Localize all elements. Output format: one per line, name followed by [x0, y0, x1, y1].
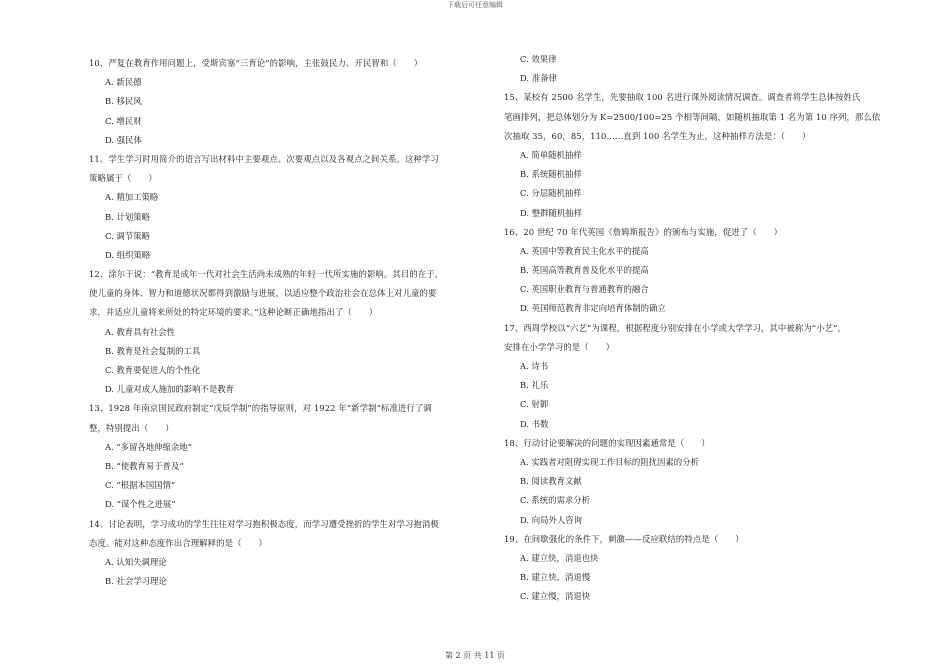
option-c: C. 教育要促进人的个性化 — [105, 365, 201, 375]
question-text: 11、学生学习时用简介的语言写出材料中主要观点、次要观点以及各观点之间关系。这种学习 — [89, 153, 439, 164]
question-18 — [504, 434, 904, 530]
question-text: 态度。能对这种态度作出合理解释的是（ ） — [89, 537, 267, 548]
option-a: A. 英国中等教育民主化水平的提高 — [520, 245, 649, 256]
question-text: 12、涂尔干说：“教育是成年一代对社会生活尚未成熟的年轻一代所实施的影响。其目的在于， — [89, 269, 444, 280]
question-text: 策略属于（ ） — [89, 173, 157, 184]
option-a: A. 建立快，消退也快 — [520, 552, 599, 563]
option-b: B. 礼乐 — [520, 380, 549, 391]
option-d: D. “谋个性之进展” — [105, 499, 176, 510]
question-11 — [89, 150, 484, 265]
option-d: D. 组织策略 — [105, 249, 151, 260]
question-text: 整，特别提出（ ） — [89, 422, 174, 433]
question-14 — [89, 515, 484, 592]
question-text: 13、1928 年南京国民政府制定“戊辰学制”的指导原则，对 1922 年“新学制”标准进行了调 — [89, 403, 432, 414]
question-14-continued — [504, 50, 904, 88]
option-a: A. 精加工策略 — [105, 192, 159, 203]
option-c: C. 效果律 — [520, 54, 557, 64]
question-text: 使儿童的身体、智力和道德状况都得到激励与进展，以适应整个政治社会在总体上对儿童的要 — [89, 288, 437, 299]
question-text: 16、20 世纪 70 年代英国《詹姆斯报告》的颁布与实施，促进了（ ） — [504, 226, 783, 237]
option-c: C. 射御 — [520, 399, 549, 410]
option-c: C. 建立慢，消退快 — [520, 591, 591, 602]
right-column — [504, 50, 904, 606]
option-b: B. 教育是社会复制的工具 — [105, 345, 201, 356]
option-d: D. 儿童对成人施加的影响不是教育 — [105, 384, 234, 395]
option-d: D. 向局外人咨询 — [520, 514, 582, 525]
option-a: A. 诗书 — [520, 361, 549, 371]
option-a: A. 认知失调理论 — [105, 556, 167, 567]
page-header: 下载后可任意编辑 — [447, 1, 503, 9]
question-17 — [504, 319, 904, 434]
option-c: C. 分层随机抽样 — [520, 188, 582, 199]
option-c: C. “根据本国国情” — [105, 480, 176, 491]
option-a: A. 简单随机抽样 — [520, 149, 582, 160]
question-text: 求，并适应儿童将来所处的特定环境的要求。”这种论断正确地指出了（ ） — [89, 307, 378, 318]
option-a: A. 新民德 — [105, 77, 142, 88]
question-15 — [504, 88, 904, 222]
option-d: D. 英国师范教育非定向培育体制的确立 — [520, 303, 666, 314]
option-b: B. 移民风 — [105, 96, 142, 107]
option-b: B. 建立快，消退慢 — [520, 572, 591, 583]
question-text: 10、严复在教育作用问题上，受斯宾塞“三育论”的影响，主张鼓民力、开民智和（ ） — [89, 58, 423, 68]
option-a: A. “多留各地伸缩余地” — [105, 441, 192, 452]
question-12 — [89, 265, 484, 399]
option-c: C. 英国职业教育与普通教育的融合 — [520, 284, 649, 295]
option-d: D. 书数 — [520, 418, 549, 429]
question-text: 14、讨论表明，学习成功的学生往往对学习抱积极态度，而学习遭受挫折的学生对学习抱消极 — [89, 518, 439, 529]
question-16 — [504, 223, 904, 319]
option-c: C. 增民财 — [105, 115, 142, 126]
question-13 — [89, 399, 484, 514]
question-text: 19、在间歇强化的条件下，刺激——反应联结的特点是（ ） — [504, 533, 744, 544]
option-d: D. 强民体 — [105, 134, 142, 145]
option-a: A. 教育具有社会性 — [105, 326, 175, 337]
option-d: D. 准备律 — [520, 73, 557, 84]
page-footer: 第 2 页 共 11 页 — [445, 651, 505, 660]
option-b: B. 社会学习理论 — [105, 576, 167, 587]
question-text: 次抽取 35，60，85，110……直到 100 名学生为止，这种抽样方法是：（ ） — [504, 130, 811, 141]
option-b: B. “使教育易于普及” — [105, 460, 184, 471]
option-b: B. 计划策略 — [105, 211, 150, 222]
option-b: B. 阅读教育文献 — [520, 476, 582, 487]
option-a: A. 实践者对阻碍实现工作目标的阻扰因素的分析 — [520, 456, 699, 467]
option-b: B. 英国高等教育普及化水平的提高 — [520, 265, 649, 276]
question-text: 安排在小学学习的是（ ） — [504, 341, 615, 352]
option-c: C. 调节策略 — [105, 230, 150, 241]
question-text: 18、行动讨论要解决的问题的实现因素通常是（ ） — [504, 437, 710, 448]
option-c: C. 系统的需求分析 — [520, 495, 591, 506]
left-column — [89, 54, 484, 591]
question-19 — [504, 530, 904, 607]
question-10 — [89, 54, 484, 150]
question-text: 笔画排列，把总体划分为 K=2500/100=25 个相等间隔，如随机抽取第 1 名为第 10 序列，那么依 — [504, 111, 881, 122]
option-b: B. 系统随机抽样 — [520, 169, 582, 180]
option-d: D. 整群随机抽样 — [520, 207, 582, 218]
question-text: 15、某校有 2500 名学生，先要抽取 100 名进行课外阅读情况调查。调查者将学生总体按姓氏 — [504, 92, 861, 103]
question-text: 17、西周学校以“六艺”为课程，根据程度分别安排在小学或大学学习，其中被称为“小艺”， — [504, 322, 846, 333]
